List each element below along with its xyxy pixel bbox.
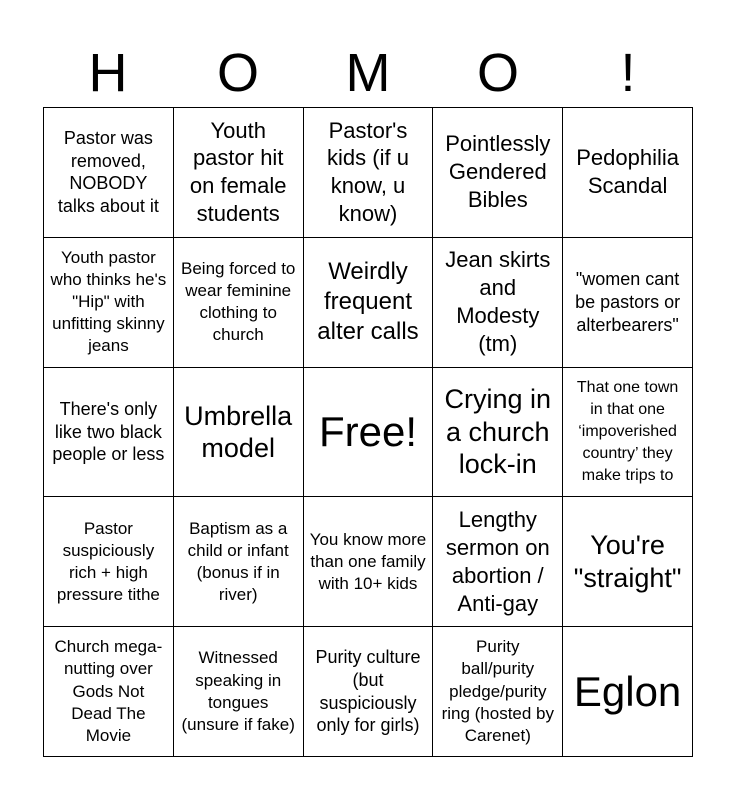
bingo-cell-5-2[interactable]: [174, 627, 304, 757]
bingo-cell-text: Being forced to wear feminine clothing to church: [181, 259, 296, 345]
bingo-cell-text: Pastor's kids (if u know, u know): [327, 117, 409, 227]
bingo-cell-text: Youth pastor hit on female students: [189, 117, 287, 227]
bingo-cell-text: Crying in a church lock-in: [444, 384, 552, 480]
header-letter-h: H: [88, 43, 128, 103]
bingo-cell-4-2[interactable]: [174, 497, 304, 627]
bingo-cell-5-3[interactable]: [304, 627, 434, 757]
bingo-cell-5-1[interactable]: [44, 627, 174, 757]
bingo-cell-text: Eglon: [573, 667, 682, 715]
bingo-cell-text: Umbrella model: [184, 400, 293, 463]
bingo-cell-4-3[interactable]: [304, 497, 434, 627]
header-letter-m: M: [345, 43, 391, 103]
bingo-cell-text: Purity culture (but suspiciously only for girls): [315, 646, 421, 736]
bingo-cell-1-1[interactable]: [44, 108, 174, 238]
bingo-cell-3-1[interactable]: [44, 368, 174, 498]
bingo-board: [43, 107, 693, 757]
bingo-cell-text: Pastor was removed, NOBODY talks about it: [57, 127, 159, 217]
bingo-cell-2-3[interactable]: [304, 238, 434, 368]
bingo-cell-3-5[interactable]: [563, 368, 693, 498]
bingo-cell-1-5[interactable]: [563, 108, 693, 238]
bingo-cell-text: Pedophilia Scandal: [576, 145, 679, 199]
bingo-cell-2-2[interactable]: [174, 238, 304, 368]
header-letter-o-2: O: [476, 43, 519, 103]
bingo-cell-1-2[interactable]: [174, 108, 304, 238]
bingo-cell-3-2[interactable]: [174, 368, 304, 498]
bingo-cell-text: You're "straight": [573, 530, 682, 593]
bingo-cell-text: Pointlessly Gendered Bibles: [445, 131, 551, 213]
bingo-cell-text: You know more than one family with 10+ kids: [309, 529, 427, 593]
bingo-cell-text: Lengthy sermon on abortion / Anti-gay: [445, 506, 550, 616]
bingo-cell-5-5[interactable]: [563, 627, 693, 757]
bingo-cell-text: There's only like two black people or less: [52, 398, 165, 465]
bingo-cell-2-1[interactable]: [44, 238, 174, 368]
bingo-cell-text: Baptism as a child or infant (bonus if in river): [187, 518, 289, 604]
bingo-cell-1-4[interactable]: [433, 108, 563, 238]
bingo-cell-text: Witnessed speaking in tongues (unsure if fake): [181, 648, 295, 734]
bingo-cell-4-4[interactable]: [433, 497, 563, 627]
bingo-cell-4-1[interactable]: [44, 497, 174, 627]
bingo-cell-text: Purity ball/purity pledge/purity ring (hosted by Carenet): [441, 637, 555, 745]
bingo-cell-4-5[interactable]: [563, 497, 693, 627]
bingo-cell-free[interactable]: [304, 368, 434, 498]
bingo-cell-3-4[interactable]: [433, 368, 563, 498]
bingo-cell-2-5[interactable]: [563, 238, 693, 368]
bingo-cell-text: Youth pastor who thinks he's "Hip" with unfitting skinny jeans: [50, 247, 167, 356]
bingo-cell-text: Church mega-nutting over Gods Not Dead The Movie: [54, 637, 163, 745]
bingo-cell-text: Jean skirts and Modesty (tm): [445, 247, 551, 357]
bingo-cell-2-4[interactable]: [433, 238, 563, 368]
header-letter-o: O: [216, 43, 259, 103]
bingo-header: [43, 40, 693, 106]
bingo-cell-text: "women cant be pastors or alterbearers": [575, 268, 681, 335]
header-exclamation: !: [620, 43, 636, 103]
bingo-cell-5-4[interactable]: [433, 627, 563, 757]
bingo-cell-text: Pastor suspiciously rich + high pressure tithe: [56, 518, 160, 604]
bingo-cell-text: Free!: [318, 407, 417, 455]
bingo-cell-text: That one town in that one ‘impoverished country’ they make trips to: [576, 378, 679, 485]
bingo-cell-1-3[interactable]: [304, 108, 434, 238]
bingo-cell-text: Weirdly frequent alter calls: [317, 258, 419, 346]
